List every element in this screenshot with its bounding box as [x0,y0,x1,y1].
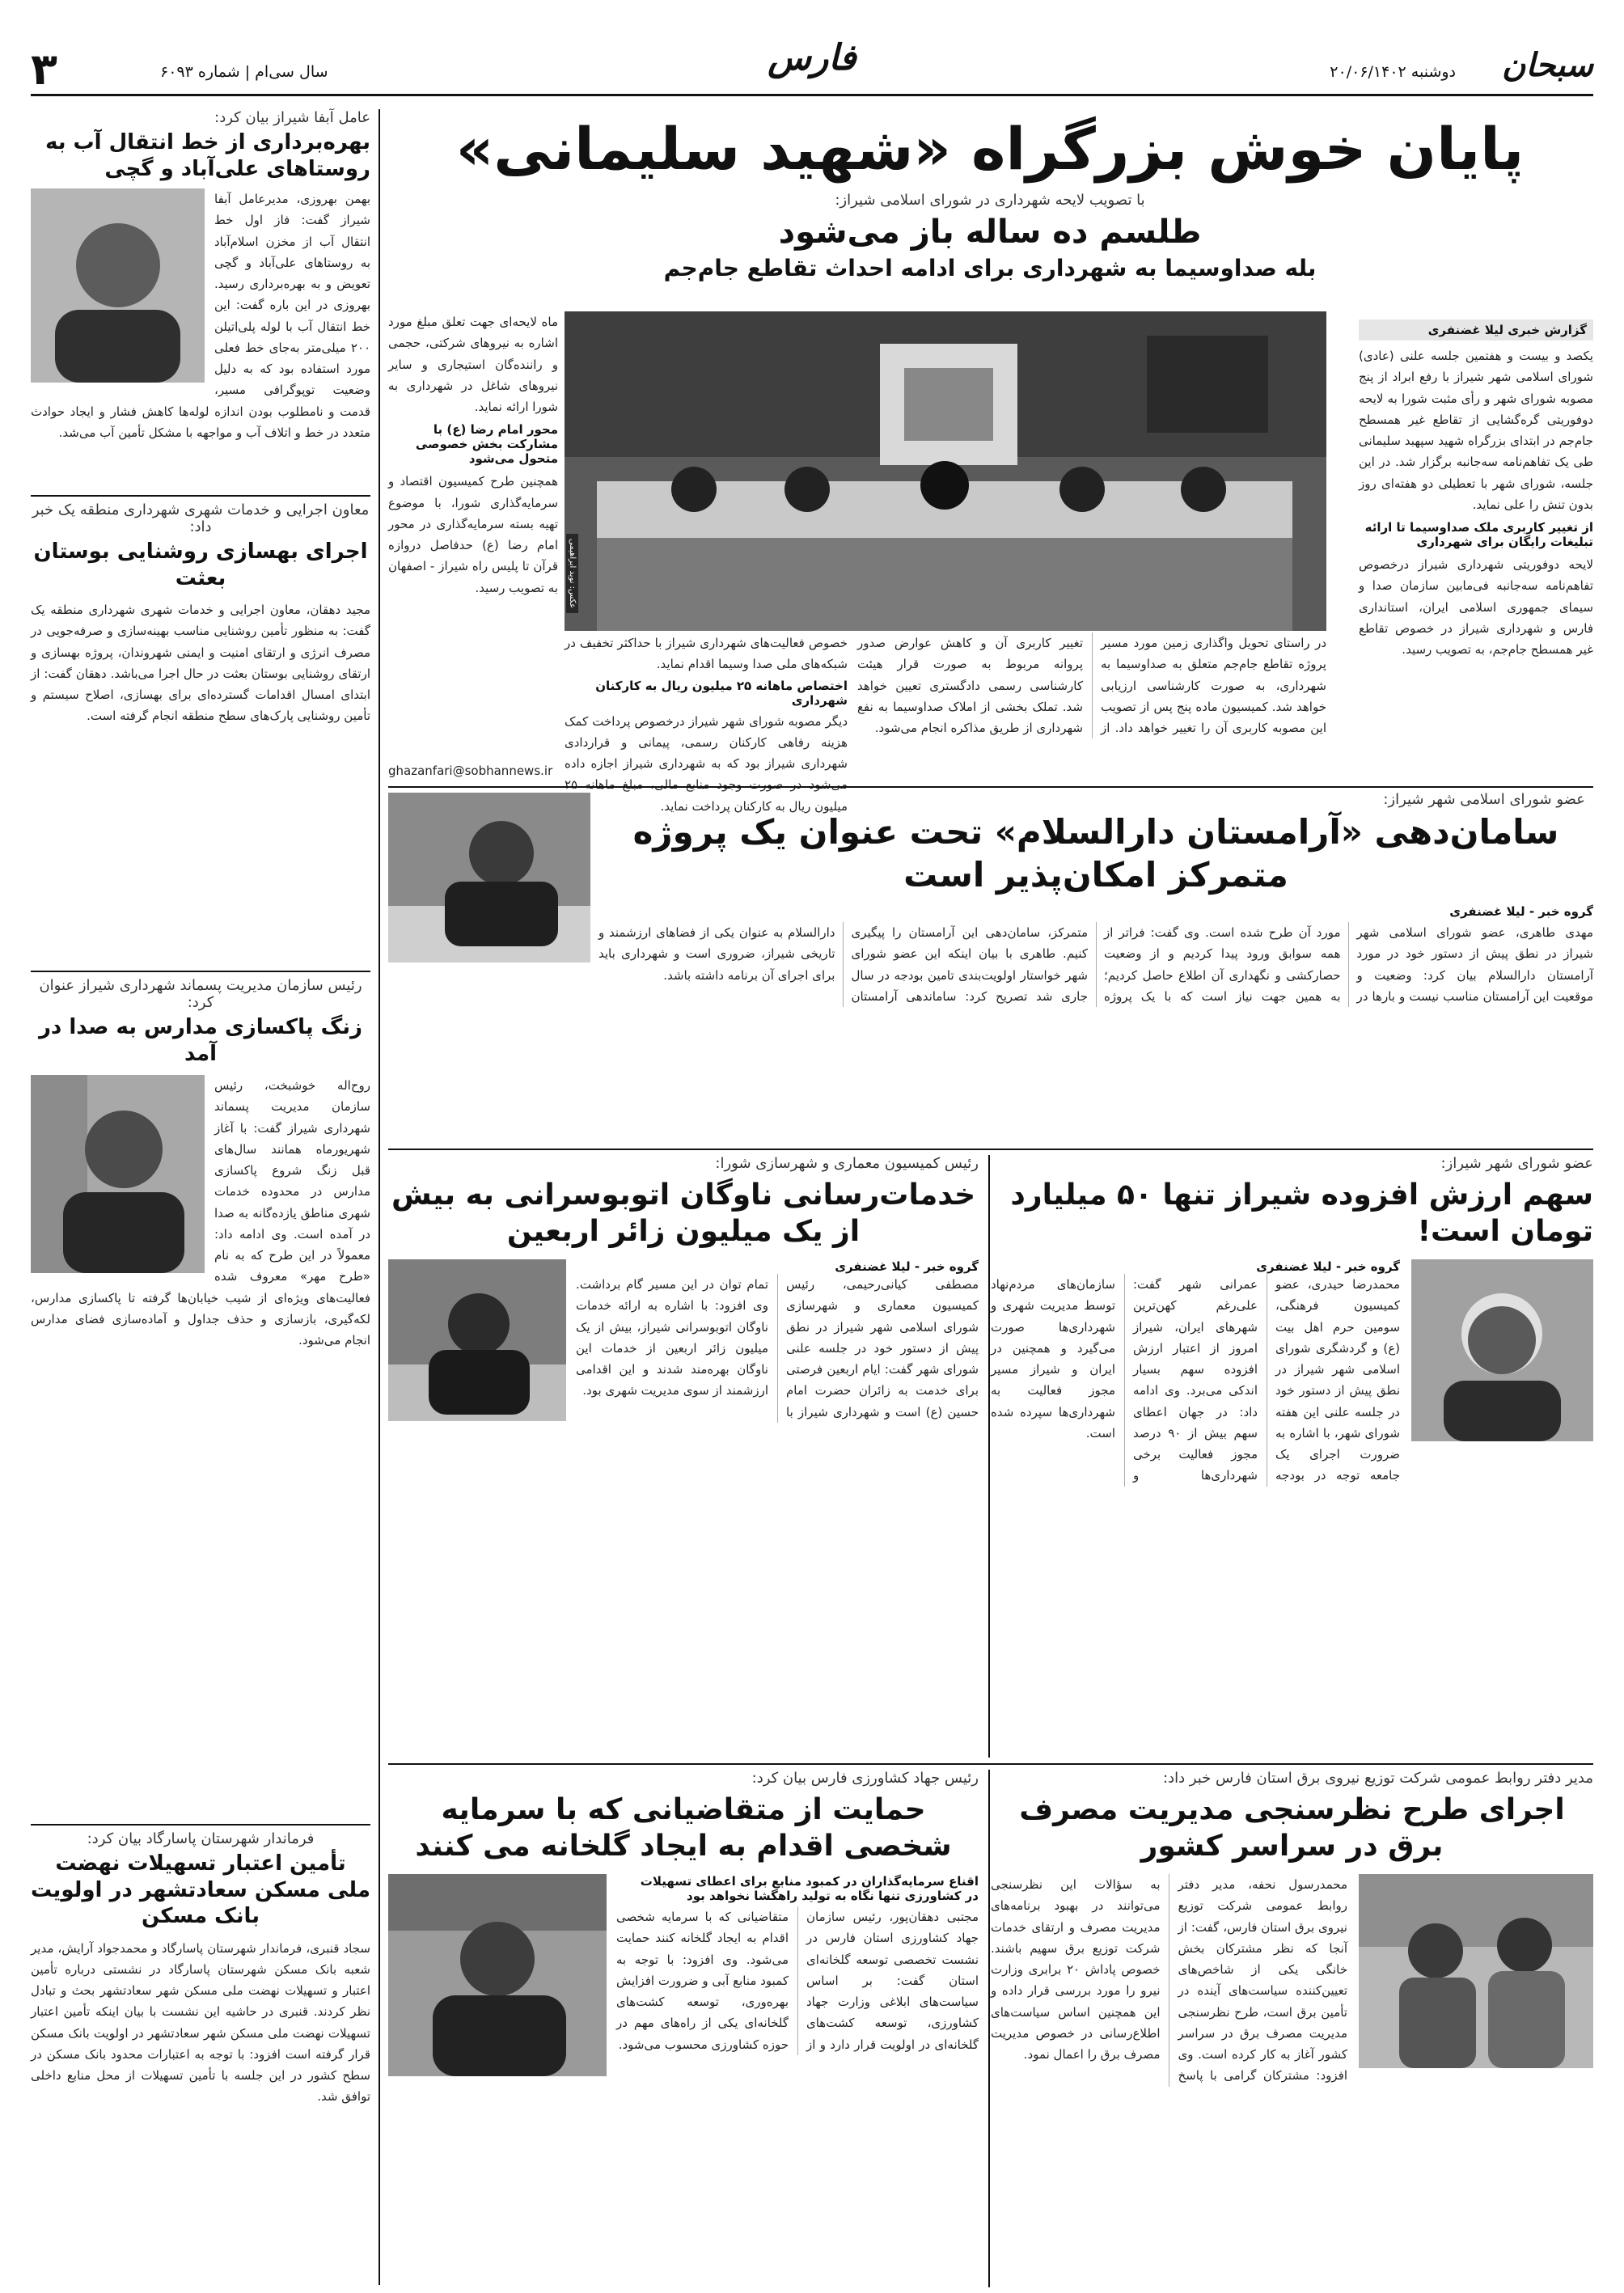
arbaeen-body: مصطفی کیانی‌رحیمی، رئیس کمیسیون معماری و شهرسازی شورای اسلامی شهر شیراز در نطق پیش از دستور خود در جلسه علنی شورای شهر گفت: ایام اربعین فرصتی برای خدمت به زائران حضرت امام حسین (ع) است و شهرداری شیراز با تمام توان در این مسیر گام برداشت. وی افزود: با اشاره به ارائه خدمات ناوگان اتوبوسرانی شیراز، بیش از یک میلیون زائر اربعین از خدمات این ناوگان بهره‌مند شدند و این اقدامی ارزشمند از سوی مدیریت شهری بود. [576,1277,979,1419]
lead-headline: پایان خوش بزرگراه «شهید سلیمانی» [455,115,1525,183]
lead-col-5-text: ماه لایحه‌ای جهت تعلق مبلغ مورد اشاره به نیروهای شرکتی، حجمی و راننده‌گان استیجاری و سایر نیروهای شاغل در شهرداری به شورا ارائه نماید. [388,315,558,414]
greenhouse-article [388,1770,979,2287]
maskan-body: سجاد قنبری، فرماندار شهرستان پاسارگاد و محمدجواد آرایش، مدیر شعبه بانک مسکن شهرستان پاسارگاد در نشستی درباره تأمین اعتبار و تسهیلات نهضت ملی مسکن شهر سعادتشهر بحث و تبادل نظر کردند. قنبری در حاشیه این نشست با بیان اینکه تأمین اعتبار تسهیلات نهضت ملی مسکن شهر سعادتشهر در اولویت بانک مسکن قرار گرفته است افزود: با توجه به اعتبارات محدود بانک مسکن در سطح کشور در این جلسه با تأمین تسهیلات از محل منابع داخلی توافق شد. [31,1940,370,2105]
lead-col-5-text-b: همچنین طرح کمیسیون اقتصاد و سرمایه‌گذاری شورا، با موضوع تهیه بسته سرمایه‌گذاری در محور امام رضا (ع) حدفاصل دروازه قرآن تا پلیس راه شیراز - اصفهان به تصویب رسید. [388,474,558,595]
lead-col-1 [1359,319,1593,785]
bustan-headline: اجرای بهسازی روشنایی بوستان بعثت [33,539,368,590]
lead-email: ghazanfari@sobhannews.ir [388,764,553,778]
lead-col-5-subhead: محور امام رضا (ع) با مشارکت بخش خصوصی متحول می‌شود [415,422,558,467]
pasmand-manager-photo [31,1075,205,1273]
lead-col-4-text: خصوص فعالیت‌های شهرداری شیراز با حداکثر تخفیف در شبکه‌های ملی صدا وسیما اقدام نماید. [565,636,848,672]
column-divider [988,1770,990,2287]
newspaper-logo: سبحان [1502,47,1593,84]
page-number: ۳ [31,44,57,95]
greenhouse-headline: حمایت از متقاضیانی که با سرمایه شخصی اقدام به ایجاد گلخانه می کنند [415,1793,952,1863]
issue-number: سال سی‌ام | شماره ۶۰۹۳ [160,63,328,81]
greenhouse-body: مجتبی دهقان‌پور، رئیس سازمان جهاد کشاورزی استان فارس در نشست تخصصی توسعه گلخانه‌ای استان گفت: بر اساس سیاست‌های ابلاغی وزارت جهاد کشاورزی، توسعه کشت‌های گلخانه‌ای در اولویت قرار دارد و از متقاضیانی که با سرمایه شخصی اقدام به ایجاد گلخانه کنند حمایت می‌شود. وی افزود: با توجه به کمبود منابع آبی و ضرورت افزایش بهره‌وری، توسعه کشت‌های گلخانه‌ای یکی از راه‌های مهم در حوزه کشاورزی محسوب می‌شود. [616,1910,979,2052]
lead-kicker: با تصویب لایحه شهرداری در شورای اسلامی شیراز: [835,192,1145,209]
bustan-kicker: معاون اجرایی و خدمات شهری شهرداری منطقه یک خبر داد: [32,501,370,535]
lead-col-4-subhead: اختصاص ماهانه ۲۵ میلیون ریال به کارکنان شهرداری [595,678,848,708]
electricity-body: محمدرسول نحفه، مدیر دفتر روابط عمومی شرکت توزیع نیروی برق استان فارس، گفت: از آنجا که نظر مشترکان بخش خانگی یکی از شاخص‌های تعیین‌کننده سیاست‌های آینده در تأمین برق است، طرح نظرسنجی مدیریت مصرف برق در سراسر کشور آغاز به کار کرده است. وی افزود: مشترکان گرامی با پاسخ به سؤالات این نظرسنجی می‌توانند در بهبود برنامه‌های مدیریت مصرف و ارتقای خدمات شرکت توزیع برق سهیم باشند. خصوص پاداش ۲۰ برابری وزارت نیرو را مورد بررسی قرار داده و این همچنین اساس سیاست‌های اطلاع‌رسانی در خصوص مدیریت مصرف برق را اعمال نمود. [991,1877,1347,2084]
value-added-article [991,1155,1593,1758]
lead-subheadline: طلسم ده ساله باز می‌شود [778,214,1202,251]
dehghanpour-photo [388,1874,607,2076]
aramestan-byline: گروه خبر - لیلا غضنفری [1449,904,1593,919]
heydari-photo [1411,1259,1593,1441]
bustan-body: مجید دهقان، معاون اجرایی و خدمات شهری شهرداری منطقه یک گفت: به منظور تأمین روشنایی مناسب بهینه‌سازی و صرفه‌جویی در مصرف انرژی و ارتقای امنیت و ایمنی شهروندان، پروژه بهسازی و ارتقای روشنایی بوستان بعثت در حال اجرا می‌باشد. دهقان گفت: از ابتدای امسال اقدامات گسترده‌ای برای بهسازی، اصلاح سیستم و تأمین روشنایی پارک‌های سطح منطقه انجام گرفته است. [31,603,370,724]
divider [31,971,370,972]
aabfa-article [31,109,370,489]
greenhouse-kicker: رئیس جهاد کشاورزی فارس بیان کرد: [751,1770,979,1787]
pasmand-article [31,977,370,1495]
electricity-headline: اجرای طرح نظرسنجی مدیریت مصرف برق در سراسر کشور [1019,1793,1565,1863]
arbaeen-kicker: رئیس کمیسیون معماری و شهرسازی شورا: [715,1155,979,1172]
value-added-headline: سهم ارزش افزوده شیراز تنها ۵۰ میلیارد تومان است! [1010,1178,1593,1248]
aabfa-manager-photo [31,188,205,383]
lead-col-1-text: یکصد و بیست و هفتمین جلسه علنی (عادی) شورای اسلامی شهر شیراز با رفع ابراد از پنج مصوبه شورای شهر و رأی مثبت شورا به لایحه دوفوریتی گره‌گشایی از تقاطع غیر همسطح جام‌جم در ابتدای بزرگراه شهید سپهبد سلیمانی طی یک تفاهم‌نامه سه‌جانبه برگزار شد. در این جلسه، شورای شهر با تعطیلی دو هفته‌ای روز بدون تنش را علی نماید. [1359,349,1593,512]
lead-cols-2-3 [857,632,1326,782]
aramestan-headline: سامان‌دهی «آرامستان دارالسلام» تحت عنوان یک پروژه متمرکز امکان‌پذیر است [632,812,1559,895]
lead-col-5 [388,311,558,781]
taheri-photo [388,793,590,962]
aabfa-body: بهمن بهروزی، مدیرعامل آبفا شیراز گفت: فاز اول خط انتقال آب از مخزن اسلام‌آباد به روستاهای علی‌آباد و گچی تعویض و به بهره‌برداری رسید. بهروزی در این باره گفت: این خط انتقال آب با لوله پلی‌اتیلن ۲۰۰ میلی‌متر به‌جای خط فعلی مورد استفاده بود که به دلیل وضعیت توپوگرافی مسیر، قدمت و نامطلوب بودن اندازه لوله‌ها کاهش فشار و ایجاد حوادث متعدد در خط و اتلاف آب و مواجهه با مشکل تأمین آب می‌شد. [31,192,370,440]
maskan-headline: تأمین اعتبار تسهیلات نهضت ملی مسکن سعادتشهر در اولویت بانک مسکن [31,1851,370,1928]
aabfa-kicker: عامل آبفا شیراز بیان کرد: [214,109,370,126]
lead-col-3-text: از تغییر کاربری آن و کاهش عوارض صدور پروانه مربوط به صورت قرار هیئت کارشناسی رسمی دادگستری تعیین خواهد شد. تملک بخشی از املاک صداوسیما به نفع شهرداری از طریق مذاکره انجام می‌شود. [857,636,1110,735]
greenhouse-subhead-2: در کشاورزی تنها نگاه به تولید راهگشا نخواهد بود [687,1889,979,1903]
pasmand-kicker: رئیس سازمان مدیریت پسماند شهرداری شیراز عنوان کرد: [39,977,362,1011]
maskan-kicker: فرماندار شهرستان پاسارگاد بیان کرد: [87,1830,315,1847]
lead-col-4-text-b: دیگر مصوبه شورای شهر شیراز درخصوص پرداخت کمک هزینه رفاهی کارکنان رسمی، پیمانی و قراردادی شهرداری شیراز بود که به شهرداری شیراز اجازه داده می‌شود در صورت وجود منابع مالی، مبلغ ماهانه ۲۵ میلیون ریال به کارکنان پرداخت نماید. [565,713,848,814]
column-divider [988,1155,990,1758]
maskan-article [31,1830,370,2283]
arbaeen-byline: گروه خبر - لیلا غضنفری [835,1259,979,1274]
divider [388,786,1593,788]
value-added-byline: گروه خبر - لیلا غضنفری [1256,1259,1400,1274]
electricity-kicker: مدیر دفتر روابط عمومی شرکت توزیع نیروی برق استان فارس خبر داد: [1163,1770,1593,1787]
column-divider [379,109,380,2285]
arbaeen-article [388,1155,979,1758]
arbaeen-headline: خدمات‌رسانی ناوگان اتوبوسرانی به بیش از یک میلیون زائر اربعین [391,1178,976,1248]
photo-credit: عکس: نوید ابراهیمی [566,534,578,613]
masthead [31,37,1593,96]
value-added-body: محمدرضا حیدری، عضو کمیسیون فرهنگی، سومین حرم اهل بیت (ع) و گردشگری شورای اسلامی شهر شیراز در نطق پیش از دستور خود در جلسه علنی این هفته شورای شهر، با اشاره به ضرورت اجرای یک جامعه توجه در بودجه عمرانی شهر گفت: علی‌رغم کهن‌ترین شهرهای ایران، شیراز امروز از اعتبار ارزش افزوده سهم بسیار اندکی می‌برد. وی ادامه داد: در جهان اعطای سهم بیش از ۹۰ درصد مجوز فعالیت برخی شهرداری‌ها و سازمان‌های مردم‌نهاد توسط مدیریت شهری و شهرداری‌ها صورت می‌گیرد و همچنین در ایران و شیراز مسیر مجوز فعالیت به شهرداری‌ها سپرده شده است. [991,1277,1400,1483]
aabfa-headline: بهره‌برداری از خط انتقال آب به روستاهای علی‌آباد و گچی [44,130,370,181]
lead-col-1-subhead: از تغییر کاربری ملک صداوسیما تا ارائه تبلیغات رایگان برای شهرداری [1364,520,1593,549]
section-title: فارس [768,37,856,78]
lead-byline: گزارش خبری لیلا غضنفری [1359,319,1593,341]
aramestan-body: مهدی طاهری، عضو شورای اسلامی شهر شیراز در نطق پیش از دستور خود در مورد آرامستان دارالسلام بیان کرد: وضعیت و موقعیت این آرامستان مناسب نیست و بارها در مورد آن طرح شده است. وی گفت: فراتر از همه سوابق ورود پیدا کردیم و از وضعیت حصارکشی و نگهداری آن اطلاع حاصل کردیم؛ به همین جهت نیاز است که با یک پروژه متمرکز، سامان‌دهی این آرامستان را پیگیری کنیم. طاهری با بیان اینکه این عضو شورای شهر خواستار اولویت‌بندی تامین بودجه در سال جاری شد تصریح کرد: ساماندهی آرامستان دارالسلام به عنوان یکی از فضاهای ارزشمند و تاریخی شیراز، ضروری است و شهرداری باید برای اجرای آن برنامه داشته باشد. [598,925,1593,1004]
kiani-photo [388,1259,566,1421]
lead-col-1-text-b: لایحه دوفوریتی شهرداری شیراز درخصوص تفاهم‌نامه سه‌جانبه فی‌مابین سازمان صدا و سیمای جمهوری اسلامی ایران، استانداری فارس و شهرداری شیراز در خصوص تقاطع غیر همسطح جام‌جم، به تصویب رسید. [1359,557,1593,657]
divider [388,1149,1593,1150]
divider [31,1824,370,1826]
lead-col-2-text: در راستای تحویل واگذاری زمین مورد مسیر پروژه تقاطع جام‌جم متعلق به صداوسیما به شهرداری، به صورت کارشناسی ارزیابی خواهد شد. کمیسیون ماده پنج پس از تصویب این مصوبه کاربری آن را تغییر خواهد داد. [1101,636,1326,735]
pasmand-headline: زنگ پاکسازی مدارس به صدا در آمد [38,1015,363,1066]
electricity-article [991,1770,1593,2287]
issue-date: دوشنبه ۲۰/۰۶/۱۴۰۲ [1330,63,1456,81]
electricity-staff-photo [1359,1874,1593,2068]
greenhouse-subhead-1: اقناع سرمایه‌گذاران در کمبود منابع برای اعطای تسهیلات [640,1874,979,1889]
value-added-kicker: عضو شورای شهر شیراز: [1440,1155,1593,1172]
aramestan-kicker: عضو شورای اسلامی شهر شیراز: [1383,791,1585,808]
lead-subheadline-2: بله صداوسیما به شهرداری برای ادامه احداث تقاطع جام‌جم [663,255,1317,281]
divider [388,1763,1593,1765]
bustan-article [31,501,370,967]
divider [31,495,370,497]
council-meeting-photo [565,311,1326,631]
pasmand-body: روح‌اله خوشبخت، رئیس سازمان مدیریت پسماند شهرداری شیراز گفت: با آغاز شهریورماه همانند سال‌های قبل زنگ شروع پاکسازی مدارس در محدوده خدمات شهری مناطق یازده‌گانه به صدا در آمده است. وی ادامه داد: معمولاً در این طرح که به نام «طرح مهر» معروف شده فعالیت‌های ویژه‌ای از شیب خیابان‌ها گرفته تا پاکسازی مدارس، لکه‌گیری، بازسازی و حذف جداول و آماده‌سازی فضای مدارس انجام می‌شود. [31,1078,370,1347]
